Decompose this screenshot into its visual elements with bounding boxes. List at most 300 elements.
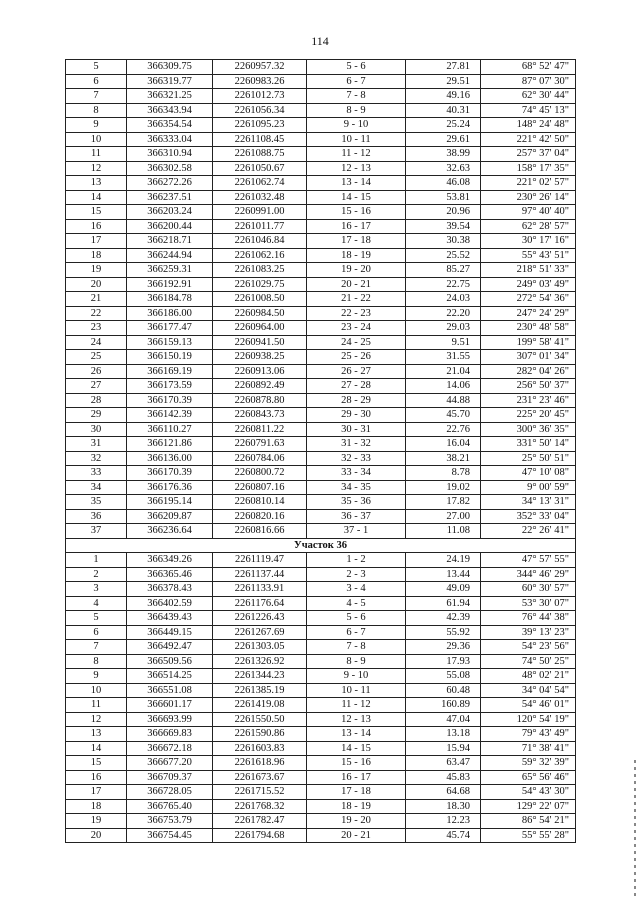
point-number-cell: 18 — [66, 248, 127, 263]
table-row — [66, 321, 576, 336]
table-row — [66, 408, 576, 423]
direction-angle-cell: 74° 45' 13" — [481, 103, 576, 118]
segment-length-cell: 24.19 — [406, 553, 481, 568]
direction-angle-cell: 247° 24' 29" — [481, 306, 576, 321]
x-coordinate-cell: 366349.26 — [127, 553, 213, 568]
segment-length-cell: 39.54 — [406, 219, 481, 234]
segment-cell: 7 - 8 — [307, 89, 406, 104]
segment-length-cell: 29.61 — [406, 132, 481, 147]
direction-angle-cell: 47° 57' 55" — [481, 553, 576, 568]
segment-cell: 28 - 29 — [307, 393, 406, 408]
table-row — [66, 422, 576, 437]
y-coordinate-cell: 2261226.43 — [213, 611, 307, 626]
y-coordinate-cell: 2260964.00 — [213, 321, 307, 336]
y-coordinate-cell: 2261108.45 — [213, 132, 307, 147]
segment-cell: 5 - 6 — [307, 611, 406, 626]
x-coordinate-cell: 366170.39 — [127, 393, 213, 408]
x-coordinate-cell: 366449.15 — [127, 625, 213, 640]
segment-length-cell: 22.20 — [406, 306, 481, 321]
table-row — [66, 263, 576, 278]
segment-cell: 23 - 24 — [307, 321, 406, 336]
table-row — [66, 437, 576, 452]
direction-angle-cell: 65° 56' 46" — [481, 770, 576, 785]
segment-length-cell: 55.08 — [406, 669, 481, 684]
table-row — [66, 770, 576, 785]
y-coordinate-cell: 2261344.23 — [213, 669, 307, 684]
segment-cell: 19 - 20 — [307, 814, 406, 829]
y-coordinate-cell: 2261794.68 — [213, 828, 307, 843]
table-row — [66, 89, 576, 104]
y-coordinate-cell: 2261715.52 — [213, 785, 307, 800]
x-coordinate-cell: 366302.58 — [127, 161, 213, 176]
x-coordinate-cell: 366169.19 — [127, 364, 213, 379]
segment-cell: 12 - 13 — [307, 161, 406, 176]
y-coordinate-cell: 2261029.75 — [213, 277, 307, 292]
segment-length-cell: 21.04 — [406, 364, 481, 379]
direction-angle-cell: 22° 26' 41" — [481, 524, 576, 539]
segment-length-cell: 47.04 — [406, 712, 481, 727]
direction-angle-cell: 282° 04' 26" — [481, 364, 576, 379]
direction-angle-cell: 25° 50' 51" — [481, 451, 576, 466]
point-number-cell: 35 — [66, 495, 127, 510]
point-number-cell: 14 — [66, 190, 127, 205]
direction-angle-cell: 54° 46' 01" — [481, 698, 576, 713]
point-number-cell: 28 — [66, 393, 127, 408]
table-row — [66, 799, 576, 814]
x-coordinate-cell: 366669.83 — [127, 727, 213, 742]
x-coordinate-cell: 366237.51 — [127, 190, 213, 205]
x-coordinate-cell: 366203.24 — [127, 205, 213, 220]
segment-length-cell: 44.88 — [406, 393, 481, 408]
y-coordinate-cell: 2261088.75 — [213, 147, 307, 162]
segment-cell: 9 - 10 — [307, 669, 406, 684]
segment-length-cell: 45.74 — [406, 828, 481, 843]
table-row — [66, 335, 576, 350]
y-coordinate-cell: 2260913.06 — [213, 364, 307, 379]
segment-length-cell: 15.94 — [406, 741, 481, 756]
table-row — [66, 814, 576, 829]
segment-length-cell: 19.02 — [406, 480, 481, 495]
direction-angle-cell: 300° 36' 35" — [481, 422, 576, 437]
segment-length-cell: 31.55 — [406, 350, 481, 365]
direction-angle-cell: 48° 02' 21" — [481, 669, 576, 684]
segment-cell: 14 - 15 — [307, 741, 406, 756]
segment-cell: 15 - 16 — [307, 756, 406, 771]
point-number-cell: 20 — [66, 828, 127, 843]
y-coordinate-cell: 2261046.84 — [213, 234, 307, 249]
y-coordinate-cell: 2261782.47 — [213, 814, 307, 829]
point-number-cell: 22 — [66, 306, 127, 321]
direction-angle-cell: 68° 52' 47" — [481, 60, 576, 75]
segment-length-cell: 85.27 — [406, 263, 481, 278]
direction-angle-cell: 9° 00' 59" — [481, 480, 576, 495]
x-coordinate-cell: 366672.18 — [127, 741, 213, 756]
direction-angle-cell: 256° 50' 37" — [481, 379, 576, 394]
direction-angle-cell: 199° 58' 41" — [481, 335, 576, 350]
y-coordinate-cell: 2261056.34 — [213, 103, 307, 118]
table-row — [66, 234, 576, 249]
x-coordinate-cell: 366693.99 — [127, 712, 213, 727]
segment-cell: 16 - 17 — [307, 219, 406, 234]
x-coordinate-cell: 366439.43 — [127, 611, 213, 626]
table-row — [66, 103, 576, 118]
segment-length-cell: 17.93 — [406, 654, 481, 669]
segment-cell: 6 - 7 — [307, 625, 406, 640]
segment-cell: 16 - 17 — [307, 770, 406, 785]
segment-length-cell: 45.70 — [406, 408, 481, 423]
segment-cell: 18 - 19 — [307, 248, 406, 263]
point-number-cell: 2 — [66, 567, 127, 582]
table-row — [66, 466, 576, 481]
point-number-cell: 1 — [66, 553, 127, 568]
x-coordinate-cell: 366709.37 — [127, 770, 213, 785]
x-coordinate-cell: 366184.78 — [127, 292, 213, 307]
y-coordinate-cell: 2260938.25 — [213, 350, 307, 365]
point-number-cell: 19 — [66, 263, 127, 278]
point-number-cell: 13 — [66, 176, 127, 191]
segment-length-cell: 9.51 — [406, 335, 481, 350]
y-coordinate-cell: 2261050.67 — [213, 161, 307, 176]
y-coordinate-cell: 2261618.96 — [213, 756, 307, 771]
table-row — [66, 611, 576, 626]
segment-cell: 33 - 34 — [307, 466, 406, 481]
table-row — [66, 306, 576, 321]
x-coordinate-cell: 366354.54 — [127, 118, 213, 133]
direction-angle-cell: 47° 10' 08" — [481, 466, 576, 481]
point-number-cell: 16 — [66, 219, 127, 234]
segment-cell: 15 - 16 — [307, 205, 406, 220]
segment-cell: 18 - 19 — [307, 799, 406, 814]
table-row — [66, 756, 576, 771]
x-coordinate-cell: 366728.05 — [127, 785, 213, 800]
y-coordinate-cell: 2260816.66 — [213, 524, 307, 539]
segment-cell: 34 - 35 — [307, 480, 406, 495]
segment-cell: 20 - 21 — [307, 277, 406, 292]
table-row — [66, 495, 576, 510]
direction-angle-cell: 257° 37' 04" — [481, 147, 576, 162]
y-coordinate-cell: 2261062.74 — [213, 176, 307, 191]
table-row — [66, 553, 576, 568]
section-header-row — [66, 538, 576, 553]
point-number-cell: 5 — [66, 611, 127, 626]
x-coordinate-cell: 366244.94 — [127, 248, 213, 263]
segment-length-cell: 38.21 — [406, 451, 481, 466]
segment-cell: 26 - 27 — [307, 364, 406, 379]
direction-angle-cell: 54° 43' 30" — [481, 785, 576, 800]
y-coordinate-cell: 2261176.64 — [213, 596, 307, 611]
coordinates-table — [65, 59, 576, 843]
y-coordinate-cell: 2260784.06 — [213, 451, 307, 466]
segment-length-cell: 61.94 — [406, 596, 481, 611]
direction-angle-cell: 148° 24' 48" — [481, 118, 576, 133]
x-coordinate-cell: 366259.31 — [127, 263, 213, 278]
point-number-cell: 33 — [66, 466, 127, 481]
direction-angle-cell: 62° 28' 57" — [481, 219, 576, 234]
segment-length-cell: 29.51 — [406, 74, 481, 89]
direction-angle-cell: 55° 43' 51" — [481, 248, 576, 263]
x-coordinate-cell: 366601.17 — [127, 698, 213, 713]
y-coordinate-cell: 2261326.92 — [213, 654, 307, 669]
segment-length-cell: 11.08 — [406, 524, 481, 539]
segment-cell: 19 - 20 — [307, 263, 406, 278]
segment-length-cell: 160.89 — [406, 698, 481, 713]
page-number: 114 — [311, 34, 329, 48]
x-coordinate-cell: 366402.59 — [127, 596, 213, 611]
segment-length-cell: 27.81 — [406, 60, 481, 75]
y-coordinate-cell: 2261032.48 — [213, 190, 307, 205]
segment-length-cell: 49.09 — [406, 582, 481, 597]
table-row — [66, 785, 576, 800]
point-number-cell: 34 — [66, 480, 127, 495]
segment-length-cell: 8.78 — [406, 466, 481, 481]
y-coordinate-cell: 2260983.26 — [213, 74, 307, 89]
segment-cell: 32 - 33 — [307, 451, 406, 466]
coordinates-table-body — [66, 60, 576, 843]
segment-cell: 24 - 25 — [307, 335, 406, 350]
point-number-cell: 6 — [66, 625, 127, 640]
scan-edge-mark — [634, 760, 636, 900]
table-row — [66, 683, 576, 698]
table-row — [66, 828, 576, 843]
segment-length-cell: 60.48 — [406, 683, 481, 698]
segment-cell: 20 - 21 — [307, 828, 406, 843]
point-number-cell: 8 — [66, 103, 127, 118]
segment-length-cell: 25.24 — [406, 118, 481, 133]
direction-angle-cell: 231° 23' 46" — [481, 393, 576, 408]
point-number-cell: 19 — [66, 814, 127, 829]
point-number-cell: 29 — [66, 408, 127, 423]
segment-cell: 35 - 36 — [307, 495, 406, 510]
segment-cell: 11 - 12 — [307, 698, 406, 713]
segment-length-cell: 29.36 — [406, 640, 481, 655]
direction-angle-cell: 59° 32' 39" — [481, 756, 576, 771]
table-row — [66, 60, 576, 75]
direction-angle-cell: 60° 30' 57" — [481, 582, 576, 597]
point-number-cell: 26 — [66, 364, 127, 379]
y-coordinate-cell: 2261119.47 — [213, 553, 307, 568]
table-row — [66, 379, 576, 394]
table-row — [66, 640, 576, 655]
segment-cell: 10 - 11 — [307, 132, 406, 147]
y-coordinate-cell: 2261137.44 — [213, 567, 307, 582]
x-coordinate-cell: 366514.25 — [127, 669, 213, 684]
segment-length-cell: 46.08 — [406, 176, 481, 191]
x-coordinate-cell: 366176.36 — [127, 480, 213, 495]
direction-angle-cell: 272° 54' 36" — [481, 292, 576, 307]
point-number-cell: 17 — [66, 785, 127, 800]
table-row — [66, 654, 576, 669]
table-row — [66, 277, 576, 292]
segment-length-cell: 27.00 — [406, 509, 481, 524]
x-coordinate-cell: 366551.08 — [127, 683, 213, 698]
direction-angle-cell: 230° 26' 14" — [481, 190, 576, 205]
y-coordinate-cell: 2260878.80 — [213, 393, 307, 408]
point-number-cell: 18 — [66, 799, 127, 814]
point-number-cell: 6 — [66, 74, 127, 89]
segment-length-cell: 22.75 — [406, 277, 481, 292]
segment-cell: 17 - 18 — [307, 234, 406, 249]
table-row — [66, 625, 576, 640]
point-number-cell: 12 — [66, 161, 127, 176]
direction-angle-cell: 55° 55' 28" — [481, 828, 576, 843]
x-coordinate-cell: 366136.00 — [127, 451, 213, 466]
y-coordinate-cell: 2260991.00 — [213, 205, 307, 220]
y-coordinate-cell: 2261008.50 — [213, 292, 307, 307]
x-coordinate-cell: 366333.04 — [127, 132, 213, 147]
segment-cell: 14 - 15 — [307, 190, 406, 205]
y-coordinate-cell: 2261303.05 — [213, 640, 307, 655]
table-row — [66, 248, 576, 263]
segment-cell: 29 - 30 — [307, 408, 406, 423]
table-row — [66, 524, 576, 539]
y-coordinate-cell: 2260892.49 — [213, 379, 307, 394]
direction-angle-cell: 39° 13' 23" — [481, 625, 576, 640]
y-coordinate-cell: 2261419.08 — [213, 698, 307, 713]
direction-angle-cell: 97° 40' 40" — [481, 205, 576, 220]
x-coordinate-cell: 366170.39 — [127, 466, 213, 481]
segment-cell: 2 - 3 — [307, 567, 406, 582]
direction-angle-cell: 120° 54' 19" — [481, 712, 576, 727]
point-number-cell: 11 — [66, 147, 127, 162]
segment-length-cell: 63.47 — [406, 756, 481, 771]
direction-angle-cell: 79° 43' 49" — [481, 727, 576, 742]
segment-length-cell: 18.30 — [406, 799, 481, 814]
point-number-cell: 16 — [66, 770, 127, 785]
segment-length-cell: 49.16 — [406, 89, 481, 104]
segment-cell: 37 - 1 — [307, 524, 406, 539]
table-row — [66, 147, 576, 162]
segment-cell: 12 - 13 — [307, 712, 406, 727]
segment-cell: 17 - 18 — [307, 785, 406, 800]
point-number-cell: 7 — [66, 640, 127, 655]
table-row — [66, 292, 576, 307]
point-number-cell: 24 — [66, 335, 127, 350]
direction-angle-cell: 249° 03' 49" — [481, 277, 576, 292]
point-number-cell: 31 — [66, 437, 127, 452]
segment-cell: 8 - 9 — [307, 654, 406, 669]
y-coordinate-cell: 2260810.14 — [213, 495, 307, 510]
x-coordinate-cell: 366753.79 — [127, 814, 213, 829]
point-number-cell: 36 — [66, 509, 127, 524]
direction-angle-cell: 54° 23' 56" — [481, 640, 576, 655]
table-row — [66, 74, 576, 89]
x-coordinate-cell: 366236.64 — [127, 524, 213, 539]
x-coordinate-cell: 366142.39 — [127, 408, 213, 423]
segment-length-cell: 25.52 — [406, 248, 481, 263]
table-row — [66, 480, 576, 495]
direction-angle-cell: 221° 42' 50" — [481, 132, 576, 147]
segment-length-cell: 64.68 — [406, 785, 481, 800]
segment-cell: 22 - 23 — [307, 306, 406, 321]
segment-cell: 4 - 5 — [307, 596, 406, 611]
x-coordinate-cell: 366492.47 — [127, 640, 213, 655]
y-coordinate-cell: 2261083.25 — [213, 263, 307, 278]
table-row — [66, 669, 576, 684]
direction-angle-cell: 129° 22' 07" — [481, 799, 576, 814]
y-coordinate-cell: 2261095.23 — [213, 118, 307, 133]
table-row — [66, 393, 576, 408]
direction-angle-cell: 87° 07' 30" — [481, 74, 576, 89]
point-number-cell: 37 — [66, 524, 127, 539]
point-number-cell: 8 — [66, 654, 127, 669]
direction-angle-cell: 221° 02' 57" — [481, 176, 576, 191]
table-row — [66, 350, 576, 365]
table-row — [66, 712, 576, 727]
segment-length-cell: 29.03 — [406, 321, 481, 336]
point-number-cell: 5 — [66, 60, 127, 75]
point-number-cell: 11 — [66, 698, 127, 713]
segment-length-cell: 38.99 — [406, 147, 481, 162]
segment-cell: 36 - 37 — [307, 509, 406, 524]
segment-cell: 25 - 26 — [307, 350, 406, 365]
table-row — [66, 567, 576, 582]
y-coordinate-cell: 2261550.50 — [213, 712, 307, 727]
table-row — [66, 451, 576, 466]
segment-cell: 13 - 14 — [307, 727, 406, 742]
direction-angle-cell: 225° 20' 45" — [481, 408, 576, 423]
y-coordinate-cell: 2260957.32 — [213, 60, 307, 75]
direction-angle-cell: 30° 17' 16" — [481, 234, 576, 249]
segment-cell: 1 - 2 — [307, 553, 406, 568]
direction-angle-cell: 307° 01' 34" — [481, 350, 576, 365]
y-coordinate-cell: 2261385.19 — [213, 683, 307, 698]
point-number-cell: 17 — [66, 234, 127, 249]
segment-length-cell: 13.44 — [406, 567, 481, 582]
direction-angle-cell: 34° 04' 54" — [481, 683, 576, 698]
y-coordinate-cell: 2260843.73 — [213, 408, 307, 423]
y-coordinate-cell: 2261012.73 — [213, 89, 307, 104]
x-coordinate-cell: 366310.94 — [127, 147, 213, 162]
y-coordinate-cell: 2261133.91 — [213, 582, 307, 597]
table-row — [66, 582, 576, 597]
segment-cell: 27 - 28 — [307, 379, 406, 394]
direction-angle-cell: 352° 33' 04" — [481, 509, 576, 524]
direction-angle-cell: 62° 30' 44" — [481, 89, 576, 104]
segment-length-cell: 12.23 — [406, 814, 481, 829]
segment-cell: 8 - 9 — [307, 103, 406, 118]
point-number-cell: 7 — [66, 89, 127, 104]
table-row — [66, 132, 576, 147]
y-coordinate-cell: 2260800.72 — [213, 466, 307, 481]
x-coordinate-cell: 366195.14 — [127, 495, 213, 510]
table-row — [66, 205, 576, 220]
segment-cell: 7 - 8 — [307, 640, 406, 655]
x-coordinate-cell: 366186.00 — [127, 306, 213, 321]
table-row — [66, 727, 576, 742]
segment-cell: 3 - 4 — [307, 582, 406, 597]
segment-cell: 10 - 11 — [307, 683, 406, 698]
section-title: Участок 36 — [66, 538, 576, 553]
segment-cell: 6 - 7 — [307, 74, 406, 89]
segment-cell: 31 - 32 — [307, 437, 406, 452]
y-coordinate-cell: 2260791.63 — [213, 437, 307, 452]
direction-angle-cell: 34° 13' 31" — [481, 495, 576, 510]
table-row — [66, 161, 576, 176]
x-coordinate-cell: 366209.87 — [127, 509, 213, 524]
segment-length-cell: 14.06 — [406, 379, 481, 394]
direction-angle-cell: 74° 50' 25" — [481, 654, 576, 669]
point-number-cell: 9 — [66, 118, 127, 133]
segment-cell: 13 - 14 — [307, 176, 406, 191]
x-coordinate-cell: 366509.56 — [127, 654, 213, 669]
table-row — [66, 596, 576, 611]
x-coordinate-cell: 366677.20 — [127, 756, 213, 771]
x-coordinate-cell: 366321.25 — [127, 89, 213, 104]
x-coordinate-cell: 366159.13 — [127, 335, 213, 350]
segment-length-cell: 45.83 — [406, 770, 481, 785]
x-coordinate-cell: 366343.94 — [127, 103, 213, 118]
point-number-cell: 30 — [66, 422, 127, 437]
